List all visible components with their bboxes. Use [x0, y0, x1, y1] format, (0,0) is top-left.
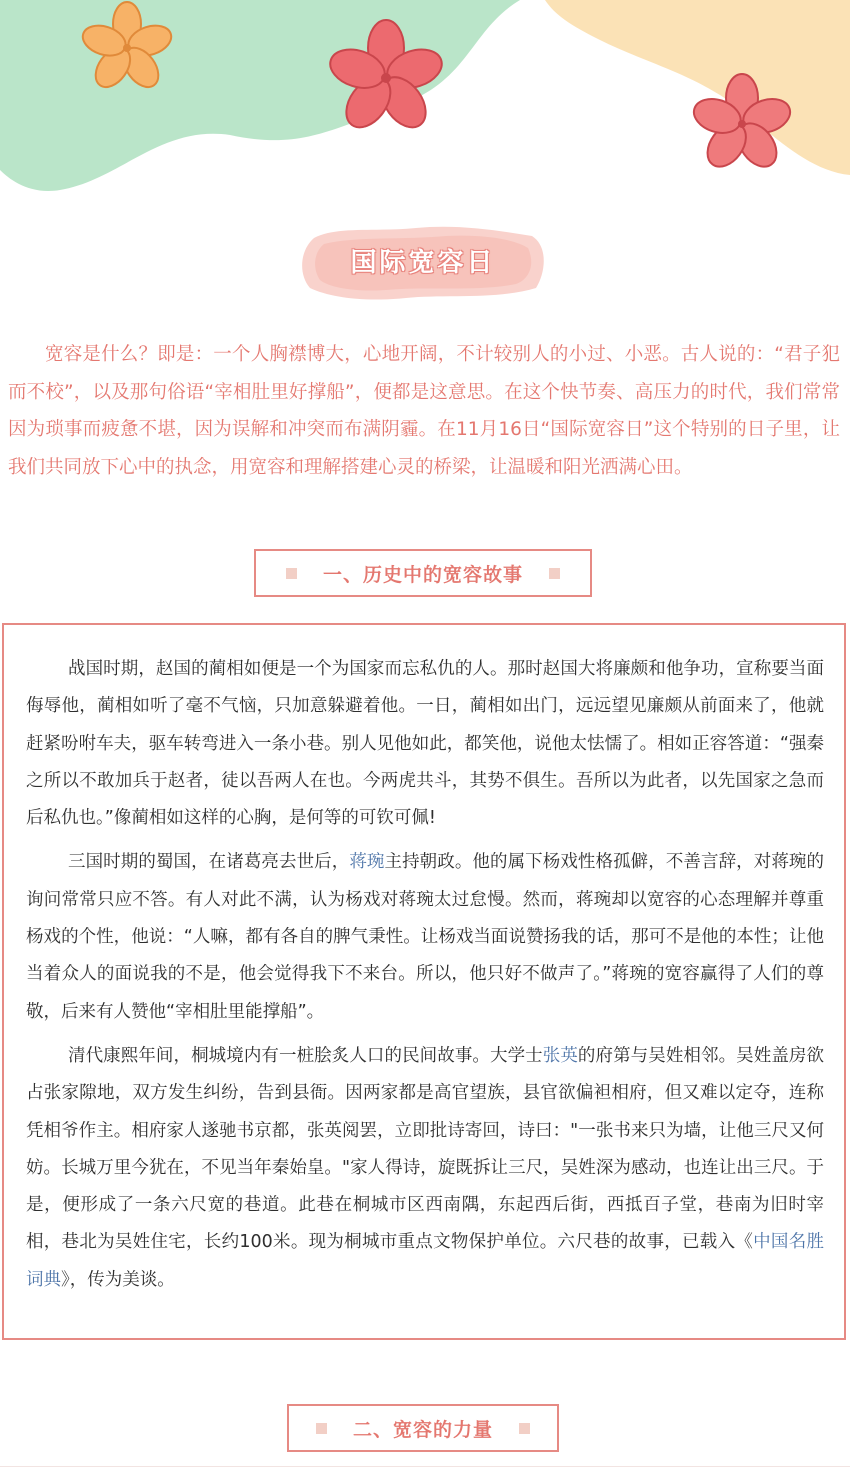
page-title: 国际宽容日 [350, 248, 496, 278]
divider [0, 1466, 850, 1467]
header-banner [0, 0, 850, 210]
intro-paragraph: 宽容是什么？即是：一个人胸襟博大，心地开阔，不计较别人的小过、小恶。古人说的：“君子犯而不校”，以及那句俗语“宰相肚里好撑船”，便都是这意思。在这个快节奏、高压力的时代，我们常常因为琐事而疲惫不堪，因为误解和冲突而布满阴霾。在11月16日“国际宽容日”这个特别的日子里，让我们共同放下心中的执念，用宽容和理解搭建心灵的桥梁，让温暖和阳光洒满心田。 [8, 344, 840, 478]
link-zhang-ying[interactable]: 张英 [542, 1045, 578, 1066]
story-text: 的府第与吴姓相邻。吴姓盖房欲占张家隙地，双方发生纠纷，告到县衙。因两家都是高官望族，县官欲偏袒相府，但又难以定夺，连称凭相爷作主。相府家人遂驰书京都，张英阅罢，立即批诗寄回，诗曰："一张书来只为墙，让他三尺又何妨。长城万里今犹在，不见当年秦始皇。"家人得诗，旋既拆让三尺，吴姓深为感动，也连让出三尺。于是，便形成了一条六尺宽的巷道。此巷在桐城市区西南隅，东起西后街，西抵百子堂，巷南为旧时宰相，巷北为吴姓住宅，长约100米。现为桐城市重点文物保护单位。六尺巷的故事，已载入《 [26, 1045, 825, 1253]
square-bullet-icon [286, 568, 297, 579]
story-text: 清代康熙年间，桐城境内有一桩脍炙人口的民间故事。大学士 [68, 1045, 543, 1066]
section-heading-text: 二、宽容的力量 [352, 1418, 493, 1441]
square-bullet-icon [549, 568, 560, 579]
link-jiang-wan[interactable]: 蒋琬 [349, 852, 385, 873]
section-heading-power [287, 1404, 559, 1452]
story-text: 》，传为美谈。 [61, 1269, 175, 1290]
square-bullet-icon [316, 1423, 327, 1434]
square-bullet-icon [519, 1423, 530, 1434]
story-text: 主持朝政。他的属下杨戏性格孤僻，不善言辞，对蒋琬的询问常常只应不答。有人对此不满，认为杨戏对蒋琬太过怠慢。然而，蒋琬却以宽容的心态理解并尊重杨戏的个性，他说：“人嘛，都有各自的脾气秉性。让杨戏当面说赞扬我的话，那可不是他的本性；让他当着众人的面说我的不是，他会觉得我下不来台。所以，他只好不做声了。”蒋琬的宽容赢得了人们的尊敬，后来有人赞他“宰相肚里能撑船”。 [26, 852, 825, 1022]
story-paragraph-zhang-ying [26, 1038, 824, 1299]
yellow-watercolor-blob [545, 0, 850, 175]
story-text: 三国时期的蜀国，在诸葛亮去世后， [68, 852, 350, 873]
story-box [2, 623, 846, 1340]
section-heading-text: 一、历史中的宽容故事 [322, 563, 523, 586]
story-paragraph-lin-xiangru: 战国时期，赵国的蔺相如便是一个为国家而忘私仇的人。那时赵国大将廉颇和他争功，宣称要当面侮辱他，蔺相如听了毫不气恼，只加意躲避着他。一日，蔺相如出门，远远望见廉颇从前面来了，他就赶紧吩咐车夫，驱车转弯进入一条小巷。别人见他如此，都笑他，说他太怯懦了。相如正容答道：“强秦之所以不敢加兵于赵者，徒以吾两人在也。今两虎共斗，其势不俱生。吾所以为此者，以先国家之急而后私仇也。”像蔺相如这样的心胸，是何等的可钦可佩! [26, 659, 824, 829]
section-heading-history [254, 549, 592, 597]
story-paragraph-jiang-wan [26, 844, 824, 1030]
green-watercolor-blob [0, 0, 520, 191]
link-dictionary[interactable]: 中国名胜词典 [26, 1232, 824, 1290]
